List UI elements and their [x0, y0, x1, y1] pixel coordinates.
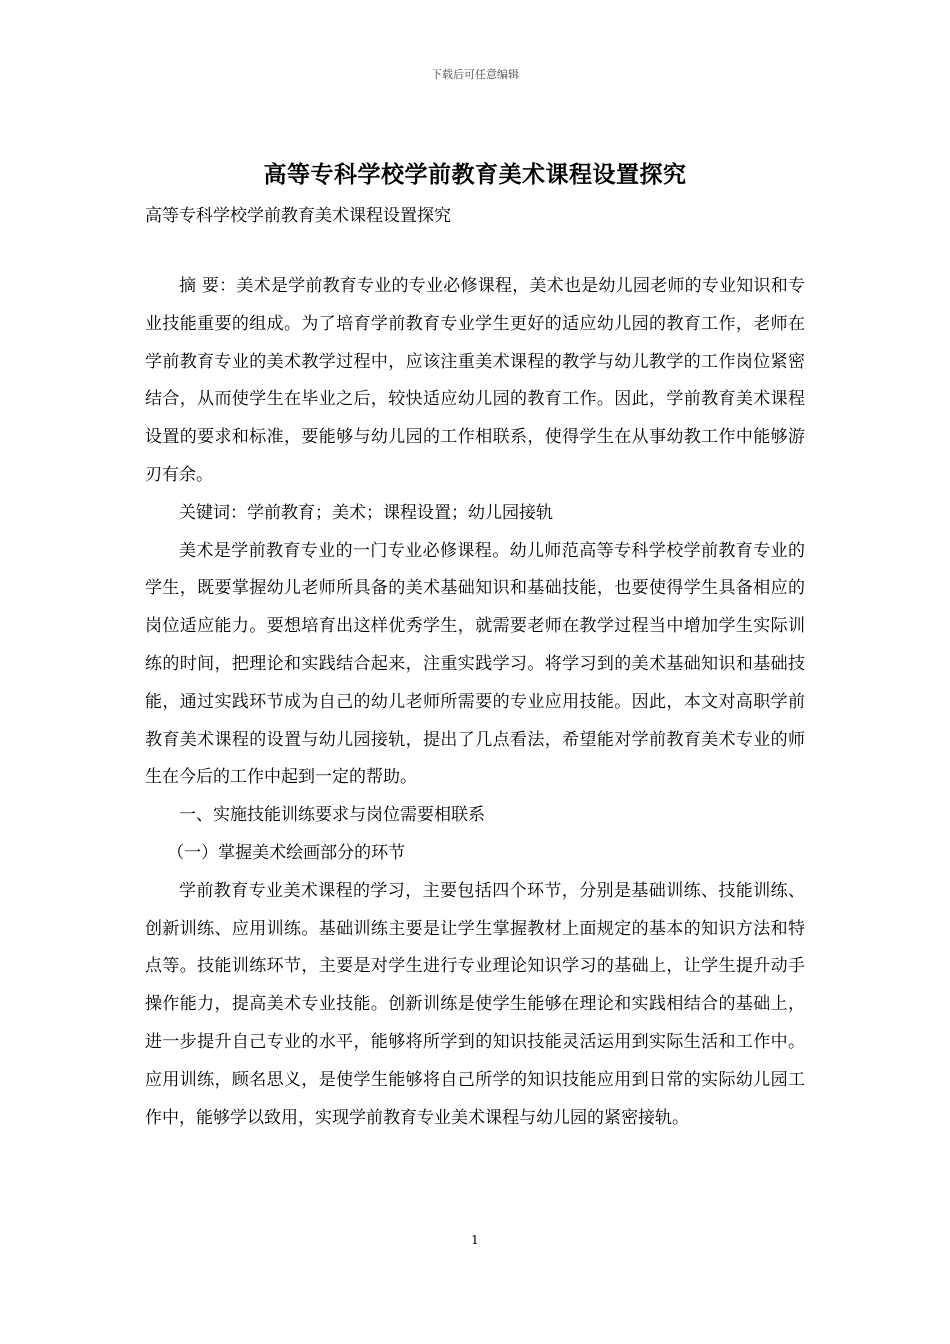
subsection-heading: （一）掌握美术绘画部分的环节	[167, 842, 406, 863]
intro-paragraph: 美术是学前教育专业的一门专业必修课程。幼儿师范高等专科学校学前教育专业的学生，既要掌握幼儿老师所具备的美术基础知识和基础技能，也要使得学生具备相应的岗位适应能力。要想培育出这样优秀学生，就需要老师在教学过程当中增加学生实际训练的时间，把理论和实践结合起来，注重实践学习。将学习到的美术基础知识和基础技能，通过实践环节成为自己的幼儿老师所需要的专业应用技能。因此，本文对高职学前教育美术课程的设置与幼儿园接轨，提出了几点看法，希望能对学前教育美术专业的师生在今后的工作中起到一定的帮助。	[145, 540, 805, 788]
document-body	[145, 268, 805, 1137]
page-number: 1	[471, 1233, 479, 1247]
document-subtitle: 高等专科学校学前教育美术课程设置探究	[145, 206, 451, 226]
abstract-paragraph: 摘 要：美术是学前教育专业的专业必修课程，美术也是幼儿园老师的专业知识和专业技能重要的组成。为了培育学前教育专业学生更好的适应幼儿园的教育工作，老师在学前教育专业的美术教学过程中，应该注重美术课程的教学与幼儿教学的工作岗位紧密结合，从而使学生在毕业之后，较快适应幼儿园的教育工作。因此，学前教育美术课程设置的要求和标准，要能够与幼儿园的工作相联系，使得学生在从事幼教工作中能够游刃有余。	[145, 276, 805, 485]
document-title: 高等专科学校学前教育美术课程设置探究	[263, 161, 687, 188]
section-heading: 一、实施技能训练要求与岗位需要相联系	[179, 805, 485, 826]
page-header: 下载后可任意编辑	[431, 68, 519, 81]
body-paragraph: 学前教育专业美术课程的学习，主要包括四个环节，分别是基础训练、技能训练、创新训练、应用训练。基础训练主要是让学生掌握教材上面规定的基本的知识方法和特点等。技能训练环节，主要是对学生进行专业理论知识学习的基础上，让学生提升动手操作能力，提高美术专业技能。创新训练是使学生能够在理论和实践相结合的基础上，进一步提升自己专业的水平，能够将所学到的知识技能灵活运用到实际生活和工作中。应用训练，顾名思义，是使学生能够将自己所学的知识技能应用到日常的实际幼儿园工作中，能够学以致用，实现学前教育专业美术课程与幼儿园的紧密接轨。	[145, 880, 805, 1128]
keywords-paragraph: 关键词：学前教育；美术；课程设置；幼儿园接轨	[179, 502, 553, 523]
